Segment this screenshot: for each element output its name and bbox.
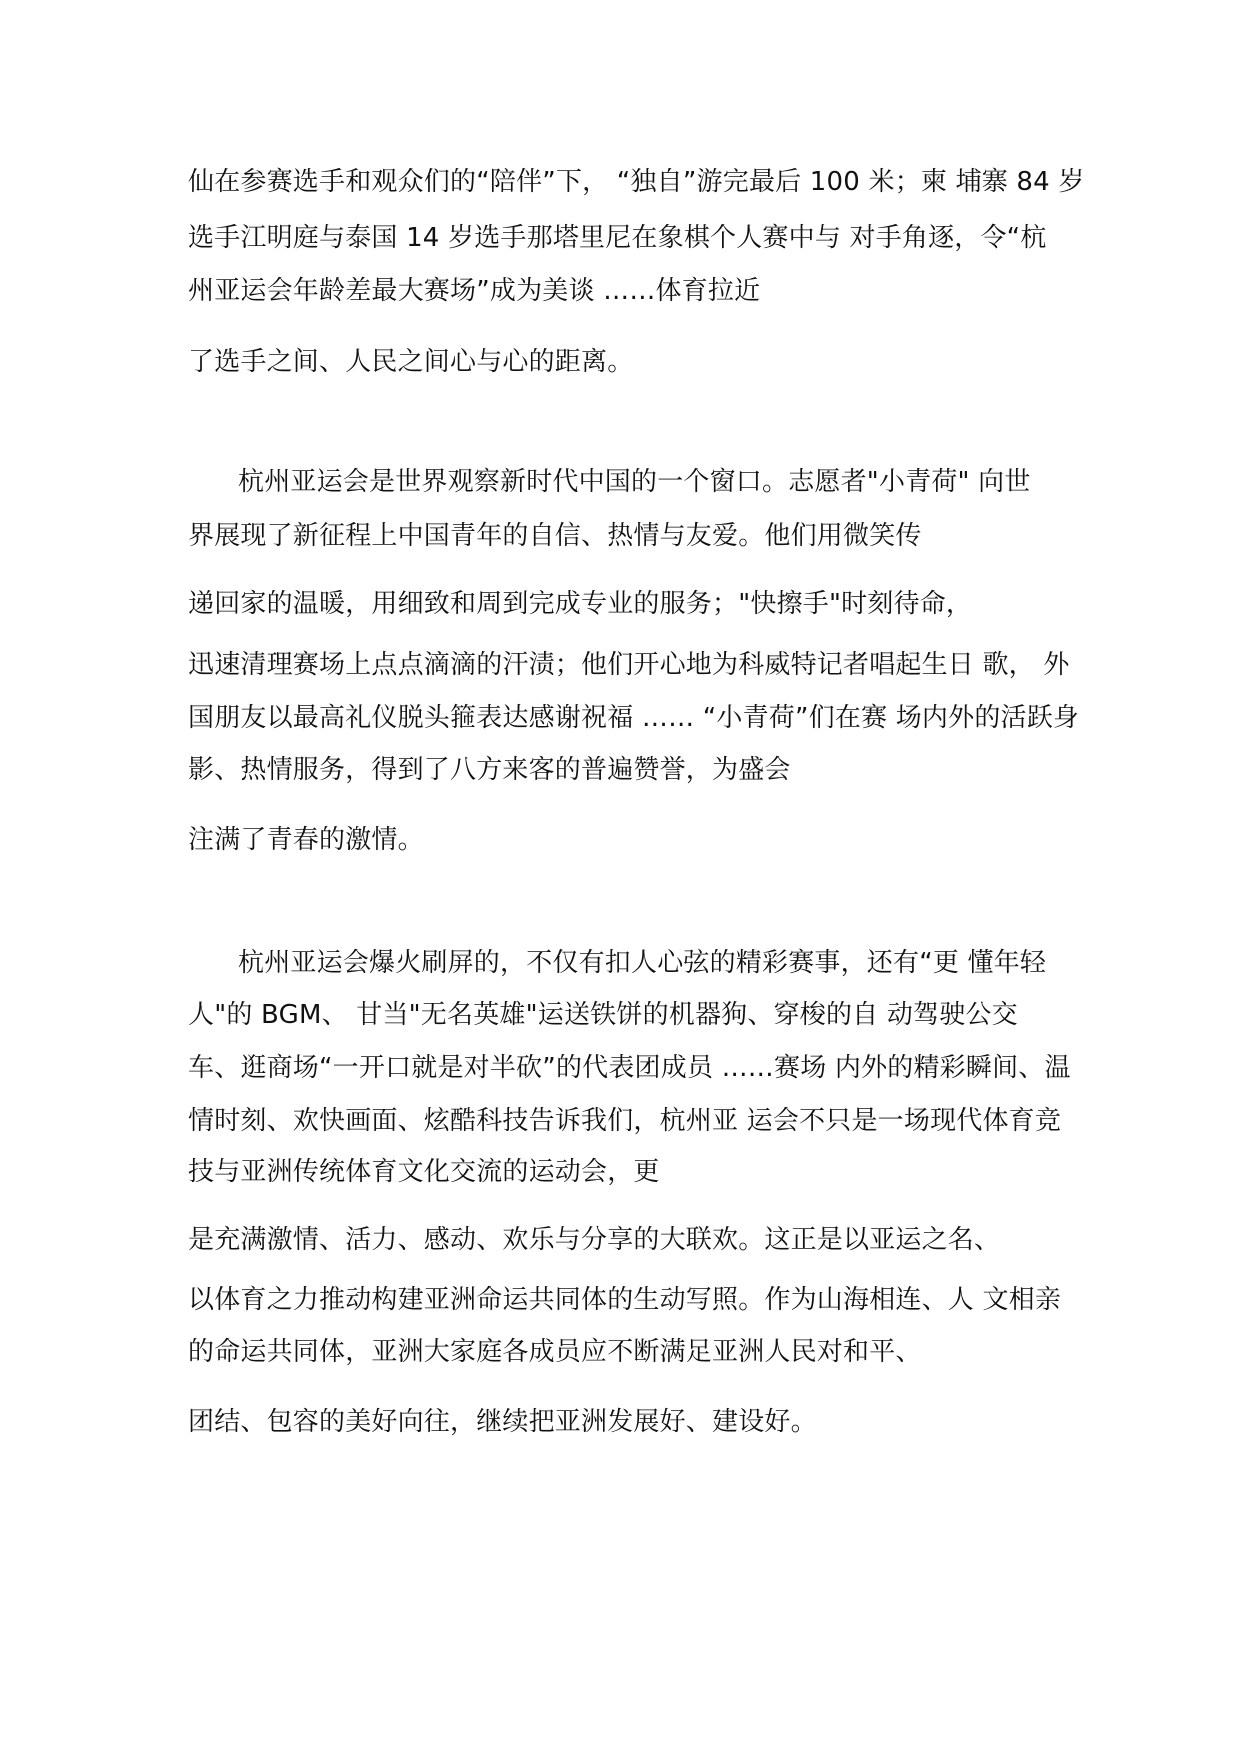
text-line: 注满了青春的激情。	[188, 825, 424, 855]
text-line: 是充满激情、活力、感动、欢乐与分享的大联欢。这正是以亚运之名、	[188, 1225, 1001, 1255]
text-line: 以体育之力推动构建亚洲命运共同体的生动写照。作为山海相连、人 文相亲	[188, 1285, 1062, 1315]
text-line: 影、热情服务，得到了八方来客的普遍赞誉，为盛会	[188, 755, 791, 785]
text-line: 的命运共同体，亚洲大家庭各成员应不断满足亚洲人民对和平、	[188, 1337, 922, 1367]
text-line: 团结、包容的美好向往，继续把亚洲发展好、建设好。	[188, 1407, 817, 1437]
text-line: 了选手之间、人民之间心与心的距离。	[188, 347, 634, 377]
paragraph-first-line: 杭州亚运会是世界观察新时代中国的一个窗口。志愿者"小青荷" 向世	[238, 467, 1031, 497]
text-line: 技与亚洲传统体育文化交流的运动会，更	[188, 1157, 660, 1187]
text-line: 国朋友以最高礼仪脱头箍表达感谢祝福 …… “小青荷”们在赛 场内外的活跃身	[188, 703, 1080, 733]
text-line: 州亚运会年龄差最大赛场”成为美谈 ……体育拉近	[188, 276, 761, 306]
text-line: 选手江明庭与泰国 14 岁选手那塔里尼在象棋个人赛中与 对手角逐，令“杭	[188, 223, 1047, 253]
text-line: 递回家的温暖，用细致和周到完成专业的服务；"快擦手"时刻待命，	[188, 589, 973, 619]
text-line: 情时刻、欢快画面、炫酷科技告诉我们，杭州亚 运会不只是一场现代体育竞	[188, 1106, 1062, 1136]
text-line: 仙在参赛选手和观众们的“陪伴”下， “独自”游完最后 100 米；柬 埔寨 84 岁	[188, 167, 1085, 197]
paragraph-first-line: 杭州亚运会爆火刷屏的，不仅有扣人心弦的精彩赛事，还有“更 懂年轻	[238, 948, 1047, 978]
text-line: 迅速清理赛场上点点滴滴的汗渍；他们开心地为科威特记者唱起生日 歌， 外	[188, 650, 1070, 680]
text-line: 车、逛商场“一开口就是对半砍”的代表团成员 ……赛场 内外的精彩瞬间、温	[188, 1053, 1071, 1083]
text-line: 界展现了新征程上中国青年的自信、热情与友爱。他们用微笑传	[188, 521, 922, 551]
text-line: 人"的 BGM、 甘当"无名英雄"运送铁饼的机器狗、穿梭的自 动驾驶公交	[188, 1000, 1018, 1030]
